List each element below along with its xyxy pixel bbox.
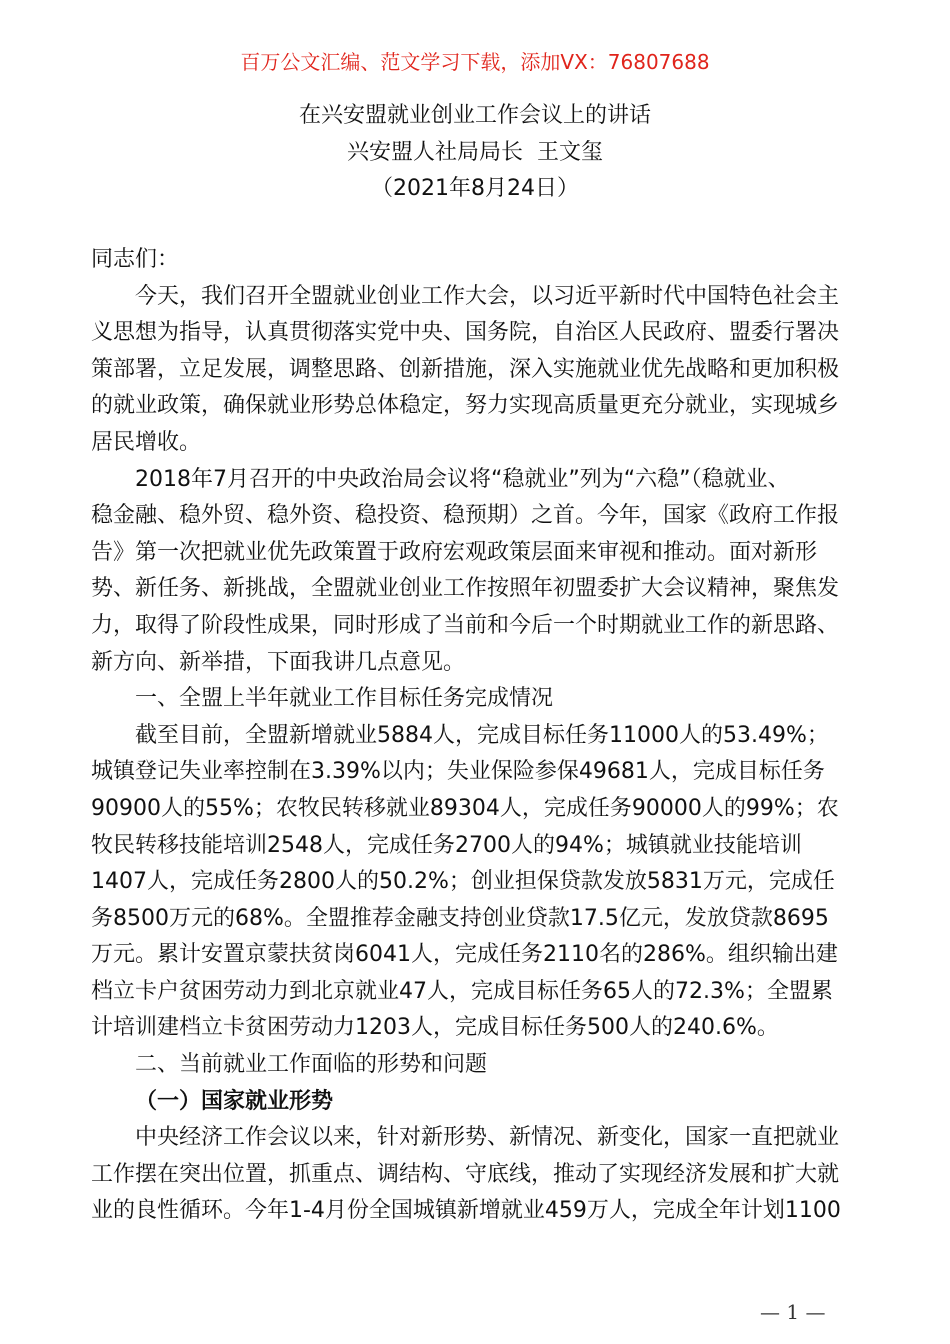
section-heading: 二、当前就业工作面临的形势和问题 [135,1052,488,1078]
text-line: 2018年7月召开的中央政治局会议将“稳就业”列为“六稳”（稳就业、 [135,466,790,492]
author-line: 兴安盟人社局局长 王文玺 [347,140,603,165]
text-line: 稳金融、稳外贸、稳外资、稳投资、稳预期）之首。今年，国家《政府工作报 [91,503,840,529]
date-line: （2021年8月24日） [371,176,579,201]
text-line: 90900人的55%；农牧民转移就业89304人，完成任务90000人的99%；农 [91,795,839,821]
text-line: 计培训建档立卡贫困劳动力1203人，完成目标任务500人的240.6%。 [91,1015,779,1041]
text-line: 万元。累计安置京蒙扶贫岗6041人，完成任务2110名的286%。组织输出建 [91,942,838,968]
text-line: 同志们： [91,247,180,272]
text-line: 工作摆在突出位置，抓重点、调结构、守底线，推动了实现经济发展和扩大就 [91,1161,840,1187]
text-line: 1407人，完成任务2800人的50.2%；创业担保贷款发放5831万元，完成任 [91,869,835,895]
text-line: 牧民转移技能培训2548人，完成任务2700人的94%；城镇就业技能培训 [91,832,802,858]
subsection-heading: （一）国家就业形势 [135,1088,334,1114]
page-number: — 1 — [760,1300,826,1324]
text-line: 中央经济工作会议以来，针对新形势、新情况、新变化，国家一直把就业 [135,1125,840,1151]
text-line: 的就业政策，确保就业形势总体稳定，努力实现高质量更充分就业，实现城乡 [91,393,840,419]
text-line: 新方向、新举措，下面我讲几点意见。 [91,649,466,675]
text-line: 城镇登记失业率控制在3.39%以内；失业保险参保49681人，完成目标任务 [91,759,825,785]
text-line: 策部署，立足发展，调整思路、创新措施，深入实施就业优先战略和更加积极 [91,356,840,382]
text-line: 档立卡户贫困劳动力到北京就业47人，完成目标任务65人的72.3%；全盟累 [91,978,833,1004]
text-line: 业的良性循环。今年1-4月份全国城镇新增就业459万人，完成全年计划1100 [91,1198,841,1224]
document-title: 在兴安盟就业创业工作会议上的讲话 [298,103,651,128]
text-line: 居民增收。 [91,429,202,455]
text-line: 务8500万元的68%。全盟推荐金融支持创业贷款17.5亿元，发放贷款8695 [91,905,829,931]
text-line: 力，取得了阶段性成果，同时形成了当前和今后一个时期就业工作的新思路、 [91,612,840,638]
text-line: 截至目前，全盟新增就业5884人，完成目标任务11000人的53.49%； [135,722,829,748]
section-heading: 一、全盟上半年就业工作目标任务完成情况 [135,686,554,712]
text-line: 势、新任务、新挑战，全盟就业创业工作按照年初盟委扩大会议精神，聚焦发 [91,576,840,602]
text-line: 义思想为指导，认真贯彻落实党中央、国务院，自治区人民政府、盟委行署决 [91,320,840,346]
text-line: 告》第一次把就业优先政策置于政府宏观政策层面来审视和推动。面对新形 [91,539,818,565]
watermark-text: 百万公文汇编、范文学习下载，添加VX：76807688 [240,50,710,74]
text-line: 今天，我们召开全盟就业创业工作大会，以习近平新时代中国特色社会主 [135,283,840,309]
document-body [91,242,861,1230]
